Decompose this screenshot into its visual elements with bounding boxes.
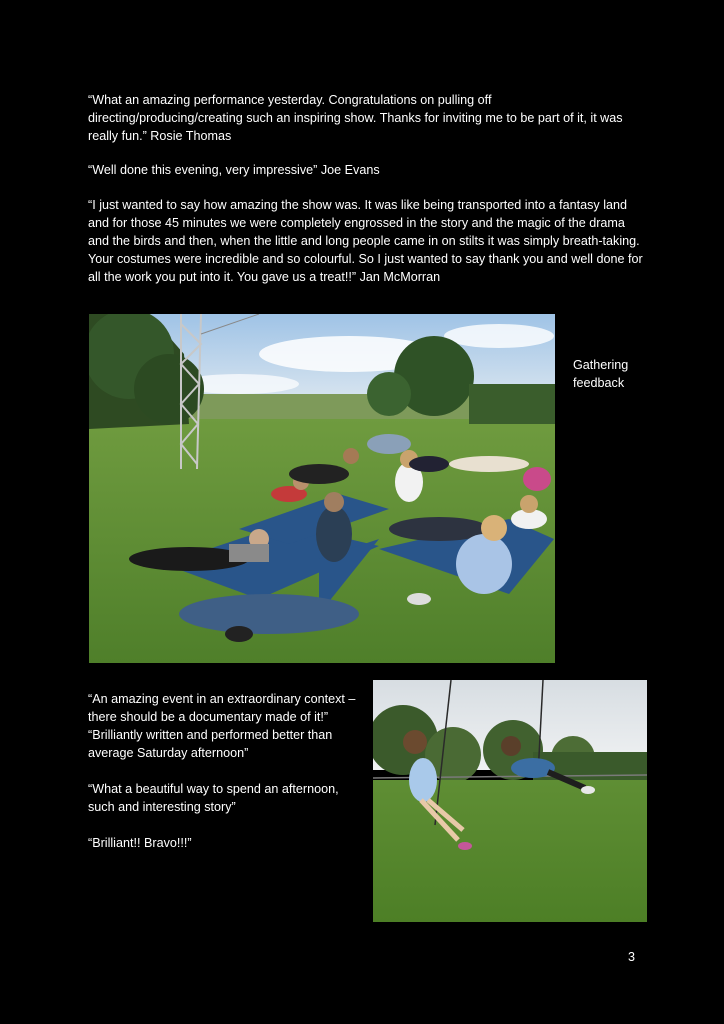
page-number: 3 [628, 950, 636, 964]
quote-brilliantly-written: “Brilliantly written and performed better than average Saturday afternoon” [88, 728, 333, 760]
photo-caption [573, 356, 683, 392]
lower-quotes [88, 690, 358, 852]
quote-rosie-thomas: “What an amazing performance yesterday. Congratulations on pulling off directing/producing/creating such an inspiring show. Thanks for inviting me to be part of it, it was really fun.” Rosie Thomas [88, 93, 623, 143]
caption-line: Gathering [573, 358, 629, 372]
quote-beautiful-afternoon: “What a beautiful way to spend an afternoon, such and interesting story” [88, 782, 339, 814]
caption-line: feedback [573, 376, 625, 390]
quote-joe-evans: “Well done this evening, very impressive” Joe Evans [88, 163, 380, 177]
photo-group-on-mats [89, 314, 555, 663]
quote-brilliant-bravo: “Brilliant!! Bravo!!!” [88, 836, 192, 850]
photo-children-on-swings [373, 680, 647, 922]
quote-documentary: “An amazing event in an extraordinary context – there should be a documentary made of it!” [88, 692, 356, 724]
quote-jan-mcmorran: “I just wanted to say how amazing the show was. It was like being transported into a fantasy land and for those 45 minutes we were completely engrossed in the story and the magic of the drama and the birds and then, when the little and long people came in on stilts it was simply breath-taking. Your costumes were incredible and so colourful. So I just wanted to say thank you and well done for all the work you put into it. You gave us a treat!!” Jan McMorran [88, 198, 643, 284]
